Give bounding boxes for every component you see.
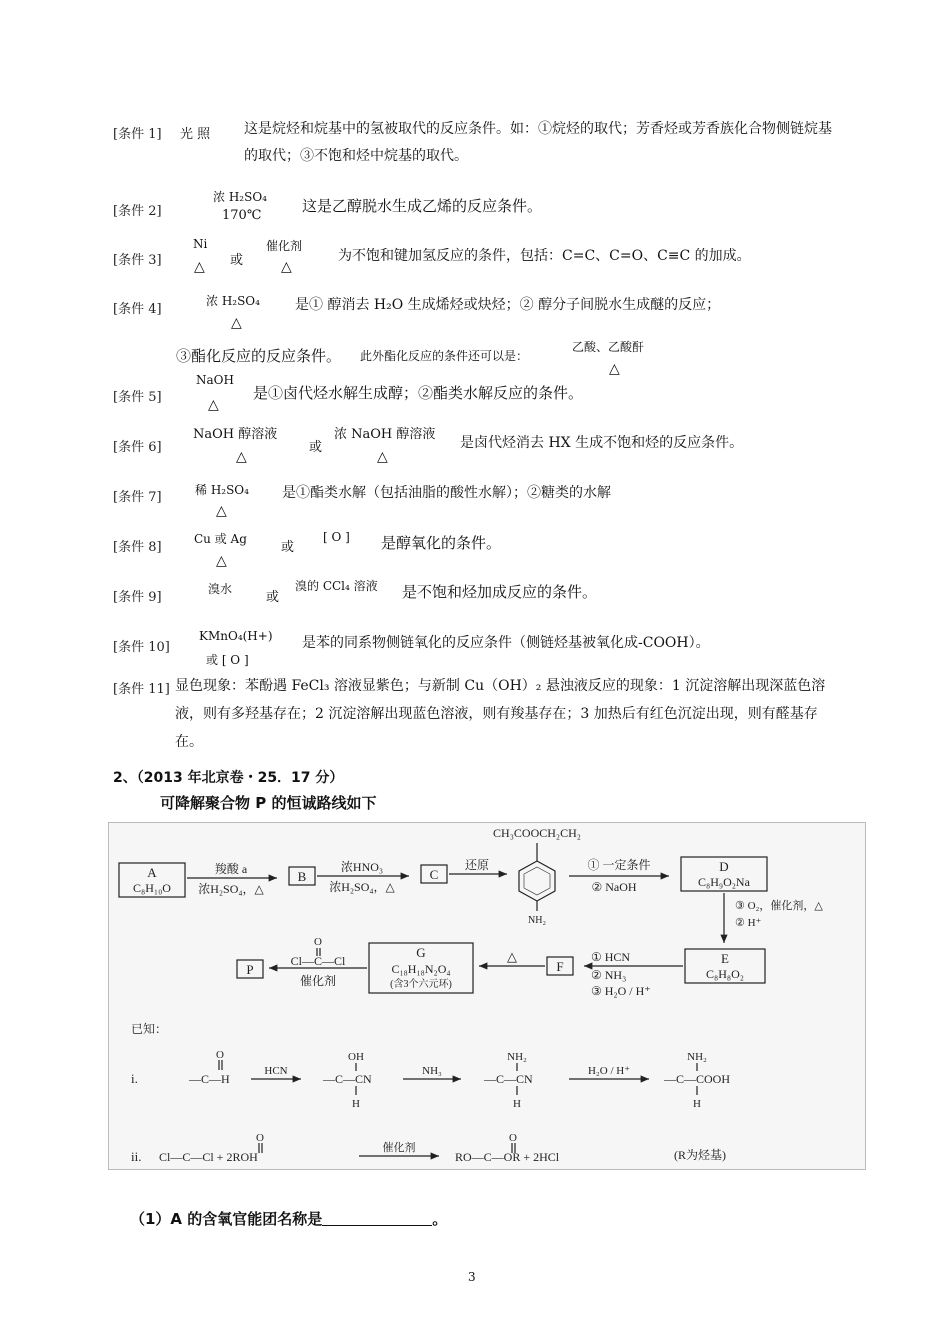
arrow4-bottom: ② NaOH — [591, 880, 637, 894]
arrow5-b: ② H⁺ — [735, 917, 762, 929]
cond5-label: [条件 5] — [113, 390, 162, 405]
box-g-label: G — [416, 945, 426, 960]
cond4-text: 是① 醇消去 H₂O 生成烯烃或炔烃；② 醇分子间脱水生成醚的反应； — [295, 297, 721, 313]
i-r4-top: NH₂ — [687, 1051, 707, 1063]
box-c-label: C — [429, 867, 439, 882]
cond6-heat-b: △ — [377, 449, 388, 465]
cond1-condition: 光 照 — [180, 127, 211, 142]
i-r3: —C—CN — [484, 1072, 533, 1086]
cond4-alt-heat: △ — [609, 361, 620, 377]
cond2-text: 这是乙醇脱水生成乙烯的反应条件。 — [302, 197, 543, 215]
cond3-a: Ni — [193, 237, 208, 251]
cond8-text: 是醇氧化的条件。 — [381, 534, 502, 552]
cond4-alt-cond: 乙酸、乙酸酐 — [572, 340, 645, 354]
box-a-formula: C₈H₁₀O — [133, 881, 171, 895]
cond8-a: Cu 或 Ag — [194, 532, 247, 546]
i-r2-top: OH — [348, 1051, 364, 1063]
i-r2: —C—CN — [323, 1072, 372, 1086]
i-hcn: HCN — [264, 1065, 288, 1077]
arrow6-c: ③ H₂O / H⁺ — [591, 984, 651, 998]
box-f-label: F — [556, 959, 564, 974]
cond9-b: 溴的 CCl₄ 溶液 — [295, 579, 378, 593]
synthesis-route-diagram — [109, 823, 865, 1169]
cond8-heat: △ — [216, 553, 227, 569]
cond8-label: [条件 8] — [113, 540, 162, 555]
cond6-a: NaOH 醇溶液 — [193, 427, 278, 442]
cond5-text: 是①卤代烃水解生成醇；②酯类水解反应的条件。 — [253, 384, 584, 402]
i-r3-h: H — [513, 1098, 521, 1110]
cond6-or: 或 — [309, 440, 323, 455]
cond4-text2: ③酯化反应的反应条件。 — [176, 347, 342, 365]
box-p-label: P — [246, 962, 254, 977]
cond4-label: [条件 4] — [113, 302, 162, 317]
box-d-label: D — [719, 859, 729, 874]
box-g-formula: C₁₈H₁₈N₂O₄ — [391, 962, 451, 976]
cond7-label: [条件 7] — [113, 490, 162, 505]
ii-r1: Cl—C—Cl + 2ROH — [159, 1150, 258, 1164]
ii-r1-oxygen: O — [256, 1132, 264, 1144]
cond9-a: 溴水 — [208, 582, 233, 596]
arrow6-a: ① HCN — [591, 950, 631, 964]
answer-blank[interactable] — [322, 1211, 432, 1226]
i-label: i. — [131, 1071, 138, 1086]
cond3-heat-b: △ — [281, 259, 292, 275]
arrow7-top: △ — [507, 949, 517, 964]
cond2-top: 浓 H₂SO₄ — [213, 190, 267, 204]
cond10-bottom: 或 [ O ] — [206, 653, 249, 667]
cond2-bottom: 170℃ — [222, 208, 262, 223]
phosgene-oxygen: O — [314, 936, 322, 948]
synthesis-route-figure — [108, 822, 866, 1170]
cond9-text: 是不饱和烃加成反应的条件。 — [402, 583, 598, 601]
cond7-heat: △ — [216, 503, 227, 519]
cond2-label: [条件 2] — [113, 204, 162, 219]
arrow6-b: ② NH₃ — [591, 968, 627, 982]
cond1-text: 这是烷烃和烷基中的氢被取代的反应条件。如：①烷烃的取代；芳香烃或芳香族化合物侧链烷基的取代；③不饱和烃中烷基的取代。 — [244, 121, 832, 164]
i-r1-oxygen: O — [216, 1049, 224, 1061]
arrow1-top: 羧酸 a — [214, 862, 248, 876]
cond6-text: 是卤代烃消去 HX 生成不饱和烃的反应条件。 — [460, 435, 744, 451]
cond3-or: 或 — [230, 253, 244, 268]
i-r4-h: H — [693, 1098, 701, 1110]
i-r3-top: NH₂ — [507, 1051, 527, 1063]
cond8-b: [ O ] — [323, 530, 350, 544]
cond3-text: 为不饱和键加氢反应的条件，包括：C=C、C=O、C≡C 的加成。 — [338, 248, 751, 264]
cond5-heat: △ — [208, 397, 219, 413]
ii-r2-oxygen: O — [509, 1132, 517, 1144]
box-a-label: A — [147, 865, 157, 880]
arrow1-bottom: 浓H₂SO₄，△ — [198, 882, 264, 896]
ii-label: ii. — [131, 1149, 142, 1164]
cond6-label: [条件 6] — [113, 440, 162, 455]
arrow2-top: 浓HNO₃ — [340, 860, 384, 874]
question-1-text: （1）A 的含氧官能团名称是 — [130, 1210, 323, 1228]
i-r2-h: H — [352, 1098, 360, 1110]
arrow3-top: 还原 — [464, 858, 490, 872]
cond3-heat-a: △ — [194, 259, 205, 275]
cond3-label: [条件 3] — [113, 253, 162, 268]
ii-catalyst: 催化剂 — [382, 1142, 416, 1154]
cond11-text: 显色现象：苯酚遇 FeCl₃ 溶液显紫色；与新制 Cu（OH）₂ 悬浊液反应的现象：1 沉淀溶解出现深蓝色溶液，则有多羟基存在；2 沉淀溶解出现蓝色溶液，则有羧基存在；3 加热后有红色沉淀出现，则有醛基存在。 — [175, 678, 826, 750]
i-r4: —C—COOH — [664, 1072, 731, 1086]
cond5-top: NaOH — [196, 373, 234, 387]
i-nh3: NH₃ — [422, 1065, 442, 1077]
box-b-label: B — [297, 869, 307, 884]
box-e-formula: C₈H₈O₂ — [706, 967, 744, 981]
cond4-top: 浓 H₂SO₄ — [206, 294, 260, 308]
known-label: 已知： — [131, 1022, 168, 1036]
arrow5-a: ③ O₂，催化剂，△ — [735, 900, 823, 912]
cond6-heat-a: △ — [236, 449, 247, 465]
phosgene: Cl—C—Cl — [290, 954, 346, 968]
cond9-or: 或 — [266, 590, 280, 605]
cond8-or: 或 — [281, 540, 295, 555]
cond4-heat: △ — [231, 315, 242, 331]
i-r1: —C—H — [189, 1072, 230, 1086]
cond11-label: [条件 11] — [113, 682, 170, 697]
substituent: CH₃COOCH₂CH₂ — [493, 826, 581, 840]
cond9-label: [条件 9] — [113, 590, 162, 605]
cond6-b: 浓 NaOH 醇溶液 — [334, 427, 436, 442]
arrow2-bottom: 浓H₂SO₄，△ — [329, 880, 395, 894]
cond10-text: 是苯的同系物侧链氧化的反应条件（侧链烃基被氧化成-COOH）。 — [302, 635, 710, 651]
ii-note: (R为烃基) — [674, 1148, 726, 1162]
question-1 — [130, 1208, 447, 1229]
cond1-label: [条件 1] — [113, 127, 162, 142]
cond7-text: 是①酯类水解（包括油脂的酸性水解）；②糖类的水解 — [282, 485, 611, 501]
box-g-note: (含3个六元环) — [390, 979, 452, 990]
box-d-formula: C₈H₉O₂Na — [698, 875, 750, 889]
cond10-label: [条件 10] — [113, 640, 170, 655]
question-intro: 可降解聚合物 P 的恒诚路线如下 — [160, 794, 377, 812]
page-number: 3 — [468, 1270, 476, 1284]
cond7-top: 稀 H₂SO₄ — [195, 483, 249, 497]
amine: NH₂ — [528, 915, 546, 926]
cond4-text2-small: 此外酯化反应的条件还可以是： — [360, 349, 529, 363]
cond10-top: KMnO₄(H+) — [199, 629, 273, 643]
i-h2o: H₂O / H⁺ — [587, 1065, 631, 1077]
arrow4-top: ① 一定条件 — [587, 858, 651, 872]
question-1-end: 。 — [432, 1210, 448, 1228]
question-number: 2、（2013 年北京卷・25．17 分） — [113, 770, 344, 786]
arrow8-bottom: 催化剂 — [299, 974, 337, 988]
box-e-label: E — [721, 951, 729, 966]
ii-r2: RO—C—OR + 2HCl — [455, 1150, 560, 1164]
cond3-b: 催化剂 — [266, 239, 303, 253]
